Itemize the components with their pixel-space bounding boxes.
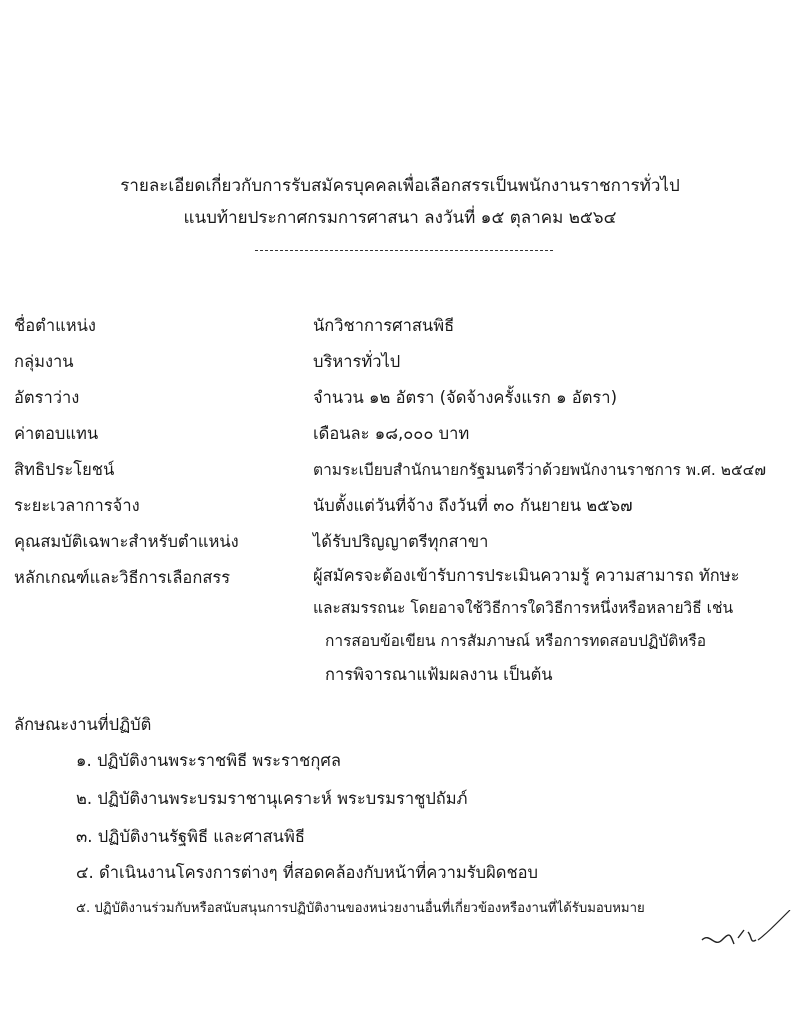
duty-item: ๔. ดำเนินงานโครงการต่างๆ ที่สอดคล้องกับหน้าที่ความรับผิดชอบ <box>76 863 539 882</box>
criteria-line: ผู้สมัครจะต้องเข้ารับการประเมินความรู้ ความสามารถ ทักษะ <box>313 566 740 585</box>
criteria-line: และสมรรถนะ โดยอาจใช้วิธีการใดวิธีการหนึ่งหรือหลายวิธี เช่น <box>313 599 734 617</box>
duty-item: ๕. ปฏิบัติงานร่วมกับหรือสนับสนุนการปฏิบัติงานของหน่วยงานอื่นที่เกี่ยวข้องหรืองานที่ได้รับมอบหมาย <box>76 901 645 916</box>
duty-item: ๒. ปฏิบัติงานพระบรมราชานุเคราะห์ พระบรมราชูปถัมภ์ <box>76 789 468 808</box>
field-label: อัตราว่าง <box>14 388 80 407</box>
criteria-label: หลักเกณฑ์และวิธีการเลือกสรร <box>14 568 231 587</box>
criteria-line: การสอบข้อเขียน การสัมภาษณ์ หรือการทดสอบปฏิบัติหรือ <box>325 632 707 650</box>
field-value: ได้รับปริญญาตรีทุกสาขา <box>313 532 489 551</box>
field-label: คุณสมบัติเฉพาะสำหรับตำแหน่ง <box>14 532 239 551</box>
field-value: บริหารทั่วไป <box>313 352 401 371</box>
duty-item: ๓. ปฏิบัติงานรัฐพิธี และศาสนพิธี <box>76 827 305 846</box>
field-value: เดือนละ ๑๘,๐๐๐ บาท <box>313 424 470 443</box>
duty-item: ๑. ปฏิบัติงานพระราชพิธี พระราชกุศล <box>76 751 341 770</box>
field-value: นับตั้งแต่วันที่จ้าง ถึงวันที่ ๓๐ กันยายน ๒๕๖๗ <box>313 496 633 515</box>
criteria-line: การพิจารณาแฟ้มผลงาน เป็นต้น <box>325 665 553 684</box>
signature-icon <box>700 910 792 960</box>
field-label: ชื่อตำแหน่ง <box>14 316 96 335</box>
dashed-divider <box>255 250 553 251</box>
field-value: นักวิชาการศาสนพิธี <box>313 316 455 335</box>
criteria-text <box>313 559 798 691</box>
field-label: ระยะเวลาการจ้าง <box>14 496 140 515</box>
duties-title: ลักษณะงานที่ปฏิบัติ <box>14 715 152 734</box>
field-label: กลุ่มงาน <box>14 352 74 371</box>
header-line-2: แนบท้ายประกาศกรมการศาสนา ลงวันที่ ๑๕ ตุลาคม ๒๕๖๔ <box>183 208 617 228</box>
field-label: สิทธิประโยชน์ <box>14 460 115 479</box>
header-line-1: รายละเอียดเกี่ยวกับการรับสมัครบุคคลเพื่อเลือกสรรเป็นพนักงานราชการทั่วไป <box>120 176 680 196</box>
field-value: ตามระเบียบสำนักนายกรัฐมนตรีว่าด้วยพนักงานราชการ พ.ศ. ๒๕๔๗ <box>313 461 767 479</box>
field-label: ค่าตอบแทน <box>14 424 99 443</box>
field-value: จำนวน ๑๒ อัตรา (จัดจ้างครั้งแรก ๑ อัตรา) <box>313 388 618 407</box>
